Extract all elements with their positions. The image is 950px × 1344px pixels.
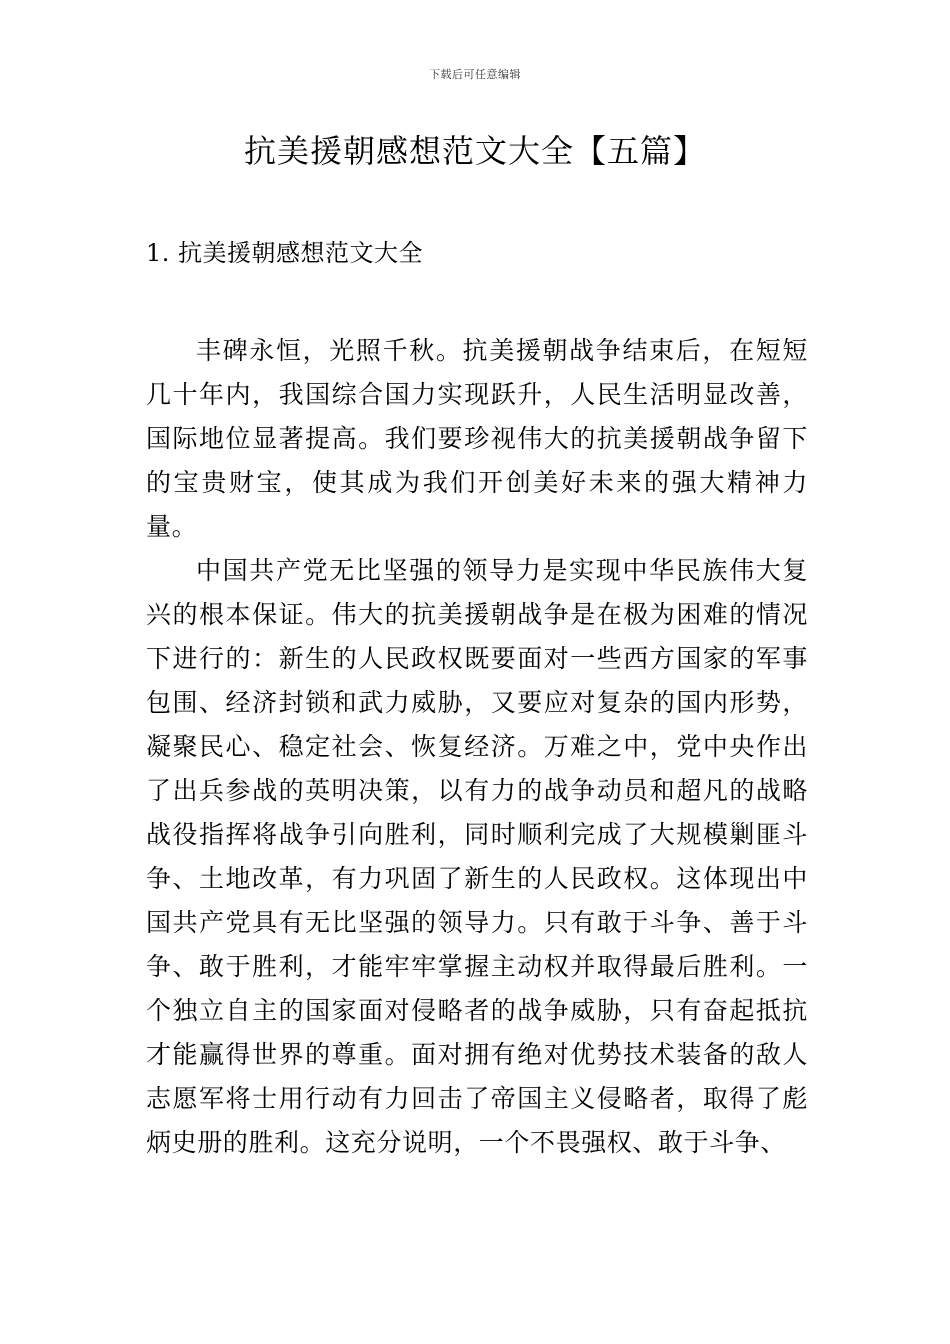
paragraph-1: 丰碑永恒，光照千秋。抗美援朝战争结束后，在短短几十年内，我国综合国力实现跃升，人民生活明显改善，国际地位显著提高。我们要珍视伟大的抗美援朝战争留下的宝贵财宝，使其成为我们开创美好未来的强大精神力量。: [146, 336, 808, 541]
document-body: [146, 329, 808, 1165]
paragraph-2: 中国共产党无比坚强的领导力是实现中华民族伟大复兴的根本保证。伟大的抗美援朝战争是在极为困难的情况下进行的：新生的人民政权既要面对一些西方国家的军事包围、经济封锁和武力威胁，又要应对复杂的国内形势，凝聚民心、稳定社会、恢复经济。万难之中，党中央作出了出兵参战的英明决策，以有力的战争动员和超凡的战略战役指挥将战争引向胜利，同时顺利完成了大规模剿匪斗争、土地改革，有力巩固了新生的人民政权。这体现出中国共产党具有无比坚强的领导力。只有敢于斗争、善于斗争、敢于胜利，才能牢牢掌握主动权并取得最后胜利。一个独立自主的国家面对侵略者的战争威胁，只有奋起抵抗才能赢得世界的尊重。面对拥有绝对优势技术装备的敌人志愿军将士用行动有力回击了帝国主义侵略者，取得了彪炳史册的胜利。这充分说明，一个不畏强权、敢于斗争、: [146, 556, 808, 1157]
document-title: 抗美援朝感想范文大全【五篇】: [243, 132, 706, 170]
section-heading: 1. 抗美援朝感想范文大全: [146, 239, 424, 267]
header-note: 下载后可任意编辑: [429, 68, 521, 81]
